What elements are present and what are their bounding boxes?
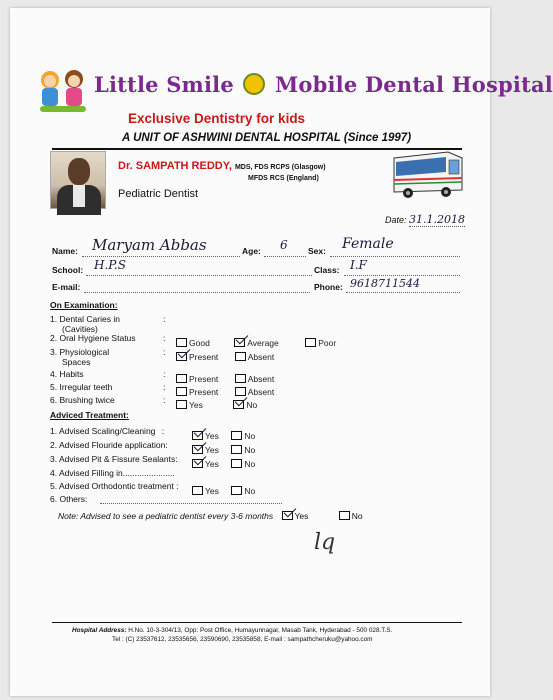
note-no-label: No	[351, 511, 363, 521]
fluoride-no-checkbox[interactable]	[231, 445, 242, 454]
treat-row-6: 6. Others:	[50, 494, 88, 504]
scaling-options: Yes No	[192, 426, 267, 444]
oral-hygiene-poor-checkbox[interactable]	[305, 338, 316, 347]
doctor-quals-2: MFDS RCS (England)	[248, 175, 319, 182]
exam-row-1: 1. Dental Caries in	[50, 314, 120, 324]
prescription-form: Little Smile Mobile Dental Hospital Exclusive Dentistry for kids A UNIT OF ASHWINI DENTAL HOSPITAL (Since 1997) Dr. SAMPATH REDDY, MDS, FDS RCPS (Glasgow) MFDS RCS (England) Pediatric Dentist Date: 31.1.2018 Name: Maryam Abbas Age: 6 Sex: Female School: H.P.S Class: I.F E-mail: Phone: 9618711544 On Examination: 1. Dental Caries in (Cavities) : 2. Oral Hygiene Status : Good Average Poor 3. Physiological Spaces : Present Absent 4. Habits : Present Absent 5. Irregular teeth : Present Absent 6. Brushing twice : Yes No Adviced Treatment: 1. Advised Scaling/Cleaning : Yes No 2. Advised Flouride application: Yes No 3. Advised Pit & Fissure Sealants: Yes No 4. Advised Filling in...................... 5. Advised Orthodontic treatment : Yes No 6. Others: Note: Advised to see a pediatric dentist every 3-6 months Yes No lq Hospital Address: H.No. 10-3-304/13, Opp: Post Office, Humayunnagar, Masab Tank, Hyderabad - 500 028.T.S. Tel : (C) 23537612, 23535656, 23590690, 23535858, E-mail : sampathcheruku@yahoo.com	[10, 8, 490, 696]
phone-label: Phone:	[314, 282, 343, 292]
exam-row-4: 4. Habits	[50, 369, 84, 379]
mobile-bus-icon	[388, 148, 468, 202]
email-label: E-mail:	[52, 282, 81, 292]
doctor-name: Dr. SAMPATH REDDY, MDS, FDS RCPS (Glasgow)	[118, 160, 326, 172]
ortho-no-checkbox[interactable]	[231, 486, 242, 495]
note-no-checkbox[interactable]	[339, 511, 350, 520]
school-label: School:	[52, 265, 84, 275]
exam-row-3: 3. Physiological	[50, 347, 110, 357]
date-value[interactable]: 31.1.2018	[409, 213, 466, 226]
address-label: Hospital Address:	[72, 627, 127, 634]
signature: lq	[314, 530, 336, 555]
brushing-no-checkbox[interactable]	[233, 400, 244, 409]
sealants-yes-checkbox[interactable]	[192, 459, 203, 468]
exam-row-2: 2. Oral Hygiene Status	[50, 333, 136, 343]
exam-row-6: 6. Brushing twice	[50, 395, 115, 405]
title-part2: Mobile Dental Hospital	[274, 72, 553, 97]
treat-row-3: 3. Advised Pit & Fissure Sealants:	[50, 454, 178, 464]
note-text: Note: Advised to see a pediatric dentist every 3-6 months	[58, 511, 274, 521]
age-value[interactable]: 6	[280, 238, 288, 252]
phone-value[interactable]: 9618711544	[350, 277, 420, 290]
treat-row-5: 5. Advised Orthodontic treatment :	[50, 481, 179, 491]
sealants-no-checkbox[interactable]	[231, 459, 242, 468]
treat-row-2: 2. Advised Flouride application:	[50, 440, 168, 450]
date-label: Date:	[385, 215, 407, 225]
footer-address	[72, 626, 392, 644]
note-yes-checkbox[interactable]	[282, 511, 293, 520]
kids-logo-icon	[32, 66, 94, 116]
school-value[interactable]: H.P.S	[94, 258, 126, 272]
class-value[interactable]: I.F	[350, 258, 367, 272]
treat-row-1: 1. Advised Scaling/Cleaning :	[50, 426, 165, 436]
sealants-options: Yes No	[192, 454, 267, 472]
oral-hygiene-average-checkbox[interactable]	[234, 338, 245, 347]
hospital-subtitle: Exclusive Dentistry for kids	[128, 111, 306, 126]
habits-options: Present Absent	[176, 369, 286, 387]
contact-text: Tel : (C) 23537612, 23535656, 23590690, 23535858, E-mail : sampathcheruku@yahoo.com	[112, 636, 373, 643]
fluoride-options: Yes No	[192, 440, 267, 458]
footer-divider	[52, 622, 462, 623]
doctor-photo	[50, 151, 106, 209]
name-value[interactable]: Maryam Abbas	[92, 236, 207, 254]
address-text: H.No. 10-3-304/13, Opp: Post Office, Humayunnagar, Masab Tank, Hyderabad - 500 028.T.S.	[128, 627, 393, 634]
sex-label: Sex:	[308, 246, 326, 256]
name-label: Name:	[52, 246, 78, 256]
sex-value[interactable]: Female	[342, 236, 394, 252]
spaces-absent-checkbox[interactable]	[235, 352, 246, 361]
ortho-options: Yes No	[192, 481, 267, 499]
age-label: Age:	[242, 246, 261, 256]
brushing-yes-checkbox[interactable]	[176, 400, 187, 409]
irregular-teeth-options: Present Absent	[176, 382, 286, 400]
exam-row-1-line2: (Cavities)	[62, 324, 98, 334]
exam-row-3-line2: Spaces	[62, 357, 91, 367]
hospital-title	[94, 72, 553, 97]
scaling-no-checkbox[interactable]	[231, 431, 242, 440]
doctor-role: Pediatric Dentist	[118, 188, 199, 200]
doctor-quals: MDS, FDS RCPS (Glasgow)	[234, 164, 326, 171]
note-line	[58, 511, 363, 521]
treat-row-4: 4. Advised Filling in......................	[50, 468, 175, 478]
oral-hygiene-options: Good Average Poor	[176, 333, 348, 351]
ortho-yes-checkbox[interactable]	[192, 486, 203, 495]
class-label: Class:	[314, 265, 340, 275]
spaces-present-checkbox[interactable]	[176, 352, 187, 361]
examination-heading: On Examination:	[50, 300, 118, 310]
treatment-heading: Adviced Treatment:	[50, 410, 129, 420]
tooth-badge-icon	[243, 73, 265, 95]
exam-row-5: 5. Irregular teeth	[50, 382, 113, 392]
date-field	[385, 213, 465, 227]
title-part1: Little Smile	[94, 72, 234, 97]
spaces-options: Present Absent	[176, 347, 286, 365]
brushing-options: Yes No	[176, 395, 269, 413]
note-yes-label: Yes	[294, 511, 309, 521]
unit-line: A UNIT OF ASHWINI DENTAL HOSPITAL (Since 1997)	[122, 132, 412, 144]
